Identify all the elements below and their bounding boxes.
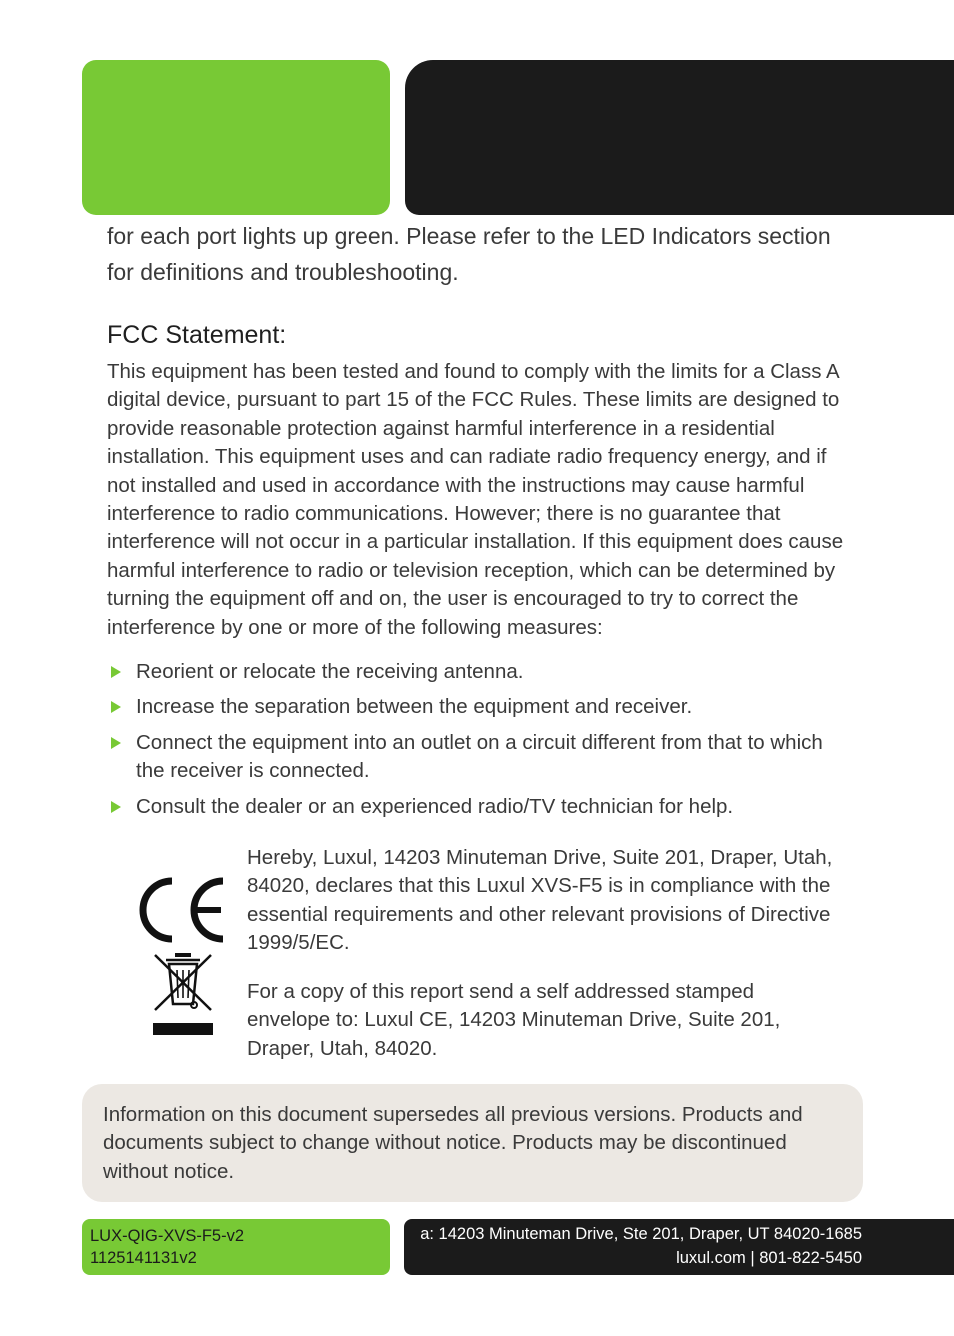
doc-number-label: 1125141131v2 bbox=[90, 1249, 197, 1267]
bullet-triangle-icon bbox=[111, 701, 121, 713]
intro-paragraph bbox=[107, 218, 867, 290]
crossed-bin-icon bbox=[152, 952, 214, 1037]
bullet-triangle-icon bbox=[111, 666, 121, 678]
measure-text: Consult the dealer or an experienced radio/TV technician for help. bbox=[136, 794, 734, 818]
compliance-declaration: Hereby, Luxul, 14203 Minuteman Drive, Suite 201, Draper, Utah, 84020, declares that this Luxul XVS-F5 is in compliance with the essential requirements and other relevant provisions of Directive 1999/5/EC. bbox=[247, 846, 833, 955]
intro-line-2: for definitions and troubleshooting. bbox=[107, 259, 459, 285]
list-item bbox=[107, 658, 852, 686]
report-copy-note: For a copy of this report send a self addressed stamped envelope to: Luxul CE, 14203 Minuteman Drive, Suite 201, Draper, Utah, 84020. bbox=[247, 980, 781, 1060]
document-code bbox=[90, 1225, 244, 1269]
fcc-heading: FCC Statement: bbox=[107, 321, 287, 349]
footer-address: a: 14203 Minuteman Drive, Ste 201, Draper, UT 84020-1685 bbox=[420, 1225, 862, 1243]
header-green-block bbox=[82, 60, 390, 215]
list-item bbox=[107, 793, 852, 821]
fcc-body: This equipment has been tested and found to comply with the limits for a Class A digital device, pursuant to part 15 of the FCC Rules. These limits are designed to provide reasonable protection against harmful interference in a residential installation. This equipment uses and can radiate radio frequency energy, and if not installed and used in accordance with the instructions may cause harmful interference to radio communications. However; there is no guarantee that interference will not occur in a particular installation. If this equipment does cause harmful interference to radio or television reception, which can be determined by turning the equipment off and on, the user is encouraged to try to correct the interference by one or more of the following measures: bbox=[107, 360, 844, 639]
measure-text: Connect the equipment into an outlet on a circuit different from that to which the receiver is connected. bbox=[136, 730, 823, 783]
list-item bbox=[107, 729, 852, 786]
header-black-block bbox=[405, 60, 954, 215]
doc-code-label: LUX-QIG-XVS-F5-v2 bbox=[90, 1227, 245, 1245]
fcc-measures-list bbox=[107, 658, 852, 828]
measure-text: Reorient or relocate the receiving antenna. bbox=[136, 660, 524, 683]
footer-contact bbox=[420, 1222, 862, 1270]
list-item bbox=[107, 693, 852, 721]
bullet-triangle-icon bbox=[111, 801, 121, 813]
notice-text: Information on this document supersedes all previous versions. Products and documents subject to change without notice. Products may be discontinued without notice. bbox=[103, 1103, 803, 1183]
footer-website-phone: luxul.com | 801-822-5450 bbox=[676, 1249, 862, 1267]
ce-mark-icon bbox=[128, 875, 228, 945]
measure-text: Increase the separation between the equipment and receiver. bbox=[136, 695, 693, 719]
intro-line-1: for each port lights up green. Please refer to the LED Indicators section bbox=[107, 223, 831, 249]
bullet-triangle-icon bbox=[111, 737, 121, 749]
